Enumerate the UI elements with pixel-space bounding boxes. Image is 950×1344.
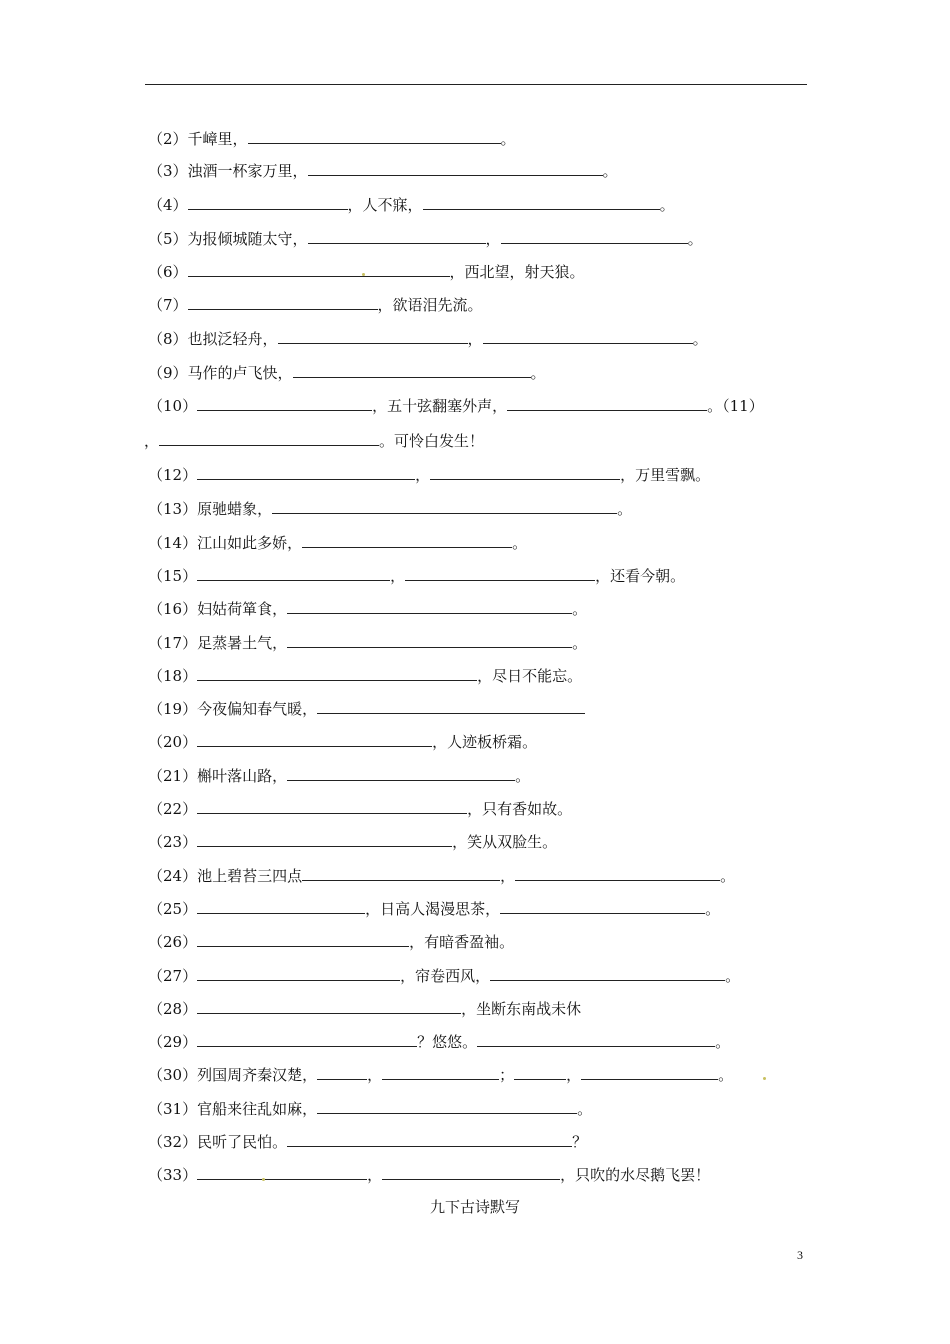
answer-blank[interactable] <box>197 666 477 681</box>
line-text: ，只有香如故。 <box>467 800 573 818</box>
answer-blank[interactable] <box>382 1165 560 1180</box>
exercise-line <box>148 1131 587 1153</box>
answer-blank[interactable] <box>287 599 572 614</box>
line-text: （33） <box>148 1166 198 1184</box>
answer-blank[interactable] <box>581 1065 718 1080</box>
exercise-line <box>148 931 514 953</box>
exercise-line <box>148 1064 733 1086</box>
line-text: ，西北望，射天狼。 <box>449 263 585 281</box>
exercise-line <box>144 430 484 452</box>
line-text: （21）槲叶落山路， <box>148 767 288 785</box>
exercise-line <box>148 532 527 554</box>
line-text: ，还看今朝。 <box>595 567 686 585</box>
answer-blank[interactable] <box>317 699 585 714</box>
line-text: （20） <box>148 733 198 751</box>
exercise-line <box>148 632 587 654</box>
line-text: （9）马作的卢飞快， <box>148 364 293 382</box>
exercise-line <box>148 1031 730 1053</box>
section-caption: 九下古诗默写 <box>429 1198 520 1216</box>
line-text: 。 <box>577 1100 593 1118</box>
line-text: 。 <box>687 230 703 248</box>
exercise-line <box>148 1098 592 1120</box>
line-text: ，人不寐， <box>347 196 423 214</box>
exercise-line <box>148 565 685 587</box>
header-rule <box>145 84 807 85</box>
line-text: ， <box>566 1066 582 1084</box>
answer-blank[interactable] <box>272 499 617 514</box>
exercise-line <box>148 464 710 486</box>
line-text: 。 <box>659 196 675 214</box>
line-text: （4） <box>148 196 188 214</box>
answer-blank[interactable] <box>317 1065 367 1080</box>
answer-blank[interactable] <box>278 329 468 344</box>
line-text: （15） <box>148 567 198 585</box>
line-text: （23） <box>148 833 198 851</box>
answer-blank[interactable] <box>515 866 720 881</box>
line-text: ，人迹板桥霜。 <box>432 733 538 751</box>
line-text: （7） <box>148 296 188 314</box>
line-text: ， <box>144 432 160 450</box>
answer-blank[interactable] <box>197 566 390 581</box>
line-text: （25） <box>148 900 198 918</box>
line-text: ，欲语泪先流。 <box>377 296 483 314</box>
exercise-line <box>148 328 708 350</box>
answer-blank[interactable] <box>507 396 707 411</box>
line-text: （12） <box>148 466 198 484</box>
line-text: 。 <box>692 330 708 348</box>
answer-blank[interactable] <box>382 1065 499 1080</box>
line-text: （26） <box>148 933 198 951</box>
line-text: 。 <box>617 500 633 518</box>
exercise-line <box>148 665 582 687</box>
answer-blank[interactable] <box>197 932 409 947</box>
line-text: （17）足蒸暑土气， <box>148 634 288 652</box>
exercise-line <box>148 598 587 620</box>
line-text: （27） <box>148 967 198 985</box>
line-text: ， <box>500 867 516 885</box>
line-text: （8）也拟泛轻舟， <box>148 330 278 348</box>
line-text: （30）列国周齐秦汉楚， <box>148 1066 318 1084</box>
line-text: ， <box>390 567 406 585</box>
line-text: ， <box>485 230 501 248</box>
line-text: ， <box>367 1066 383 1084</box>
answer-blank[interactable] <box>197 465 415 480</box>
exercise-line <box>148 898 720 920</box>
exercise-line <box>148 395 764 417</box>
exercise-line <box>148 965 740 987</box>
line-text: 。 <box>572 600 588 618</box>
answer-blank[interactable] <box>514 1065 566 1080</box>
answer-blank[interactable] <box>287 633 572 648</box>
line-text: ？悠悠。 <box>417 1033 478 1051</box>
exercise-line <box>148 831 557 853</box>
answer-blank[interactable] <box>490 966 725 981</box>
exercise-line <box>148 261 585 283</box>
answer-blank[interactable] <box>159 431 379 446</box>
answer-blank[interactable] <box>308 161 603 176</box>
line-text: （18） <box>148 667 198 685</box>
line-text: （2）千嶂里， <box>148 130 248 148</box>
answer-blank[interactable] <box>197 966 400 981</box>
answer-blank[interactable] <box>197 1165 367 1180</box>
exercise-line <box>148 731 537 753</box>
exercise-line <box>148 228 703 250</box>
line-text: ， <box>415 466 431 484</box>
exercise-line <box>148 998 581 1020</box>
answer-blank[interactable] <box>248 129 501 144</box>
answer-blank[interactable] <box>293 363 531 378</box>
exercise-line <box>148 362 546 384</box>
line-text: （14）江山如此多娇， <box>148 534 303 552</box>
line-text: 。可怜白发生！ <box>379 432 485 450</box>
line-text: ， <box>367 1166 383 1184</box>
line-text: ，有暗香盈袖。 <box>409 933 515 951</box>
line-text: ，帘卷西风， <box>400 967 491 985</box>
line-text: 。 <box>512 534 528 552</box>
line-text: 。 <box>500 130 516 148</box>
exercise-line <box>148 160 618 182</box>
answer-blank[interactable] <box>188 262 450 277</box>
line-text: （5）为报倾城随太守， <box>148 230 308 248</box>
line-text: （22） <box>148 800 198 818</box>
exercise-line <box>148 1164 710 1186</box>
answer-blank[interactable] <box>188 295 378 310</box>
speck-mark <box>362 273 365 276</box>
line-text: ， <box>467 330 483 348</box>
line-text: 。（11） <box>707 397 764 415</box>
line-text: 。 <box>602 162 618 180</box>
answer-blank[interactable] <box>197 396 372 411</box>
line-text: 。 <box>725 967 741 985</box>
exercise-line <box>148 498 632 520</box>
line-text: ； <box>499 1066 515 1084</box>
answer-blank[interactable] <box>430 465 620 480</box>
line-text: ，只吹的水尽鹅飞罢！ <box>560 1166 711 1184</box>
answer-blank[interactable] <box>287 766 515 781</box>
answer-blank[interactable] <box>287 1132 572 1147</box>
line-text: ，万里雪飘。 <box>620 466 711 484</box>
line-text: （6） <box>148 263 188 281</box>
answer-blank[interactable] <box>405 566 595 581</box>
line-text: ，日高人渴漫思茶， <box>365 900 501 918</box>
line-text: （24）池上碧苔三四点 <box>148 867 303 885</box>
line-text: （28） <box>148 1000 198 1018</box>
line-text: 。 <box>515 767 531 785</box>
speck-mark <box>262 1178 265 1181</box>
answer-blank[interactable] <box>197 899 365 914</box>
exercise-line <box>148 765 530 787</box>
exercise-line <box>148 698 585 720</box>
line-text: ，尽日不能忘。 <box>477 667 583 685</box>
line-text: （3）浊酒一杯家万里， <box>148 162 308 180</box>
answer-blank[interactable] <box>483 329 693 344</box>
line-text: ，五十弦翻塞外声， <box>372 397 508 415</box>
answer-blank[interactable] <box>308 229 486 244</box>
answer-blank[interactable] <box>500 899 705 914</box>
exercise-line <box>148 294 483 316</box>
answer-blank[interactable] <box>423 195 660 210</box>
line-text: ，坐断东南战未休 <box>461 1000 582 1018</box>
line-text: 。 <box>705 900 721 918</box>
line-text: （16）妇姑荷箪食， <box>148 600 288 618</box>
answer-blank[interactable] <box>477 1032 715 1047</box>
answer-blank[interactable] <box>317 1099 577 1114</box>
line-text: （19）今夜偏知春气暖， <box>148 700 318 718</box>
answer-blank[interactable] <box>188 195 348 210</box>
line-text: （29） <box>148 1033 198 1051</box>
answer-blank[interactable] <box>197 799 467 814</box>
line-text: ？ <box>572 1133 588 1151</box>
answer-blank[interactable] <box>302 533 512 548</box>
line-text: （32）民听了民怕。 <box>148 1133 288 1151</box>
answer-blank[interactable] <box>197 832 452 847</box>
exercise-line <box>148 194 675 216</box>
exercise-line <box>148 798 572 820</box>
answer-blank[interactable] <box>501 229 688 244</box>
answer-blank[interactable] <box>302 866 500 881</box>
speck-mark <box>763 1077 766 1080</box>
answer-blank[interactable] <box>197 1032 417 1047</box>
line-text: （13）原驰蜡象， <box>148 500 273 518</box>
exercise-line <box>148 865 735 887</box>
answer-blank[interactable] <box>197 732 432 747</box>
line-text: 。 <box>530 364 546 382</box>
exercise-line <box>148 128 516 150</box>
line-text: ，笑从双脸生。 <box>452 833 558 851</box>
line-text: 。 <box>718 1066 734 1084</box>
line-text: （31）官船来往乱如麻， <box>148 1100 318 1118</box>
answer-blank[interactable] <box>197 999 461 1014</box>
page-number: 3 <box>797 1248 803 1262</box>
line-text: （10） <box>148 397 198 415</box>
line-text: 。 <box>572 634 588 652</box>
line-text: 。 <box>715 1033 731 1051</box>
line-text: 。 <box>720 867 736 885</box>
